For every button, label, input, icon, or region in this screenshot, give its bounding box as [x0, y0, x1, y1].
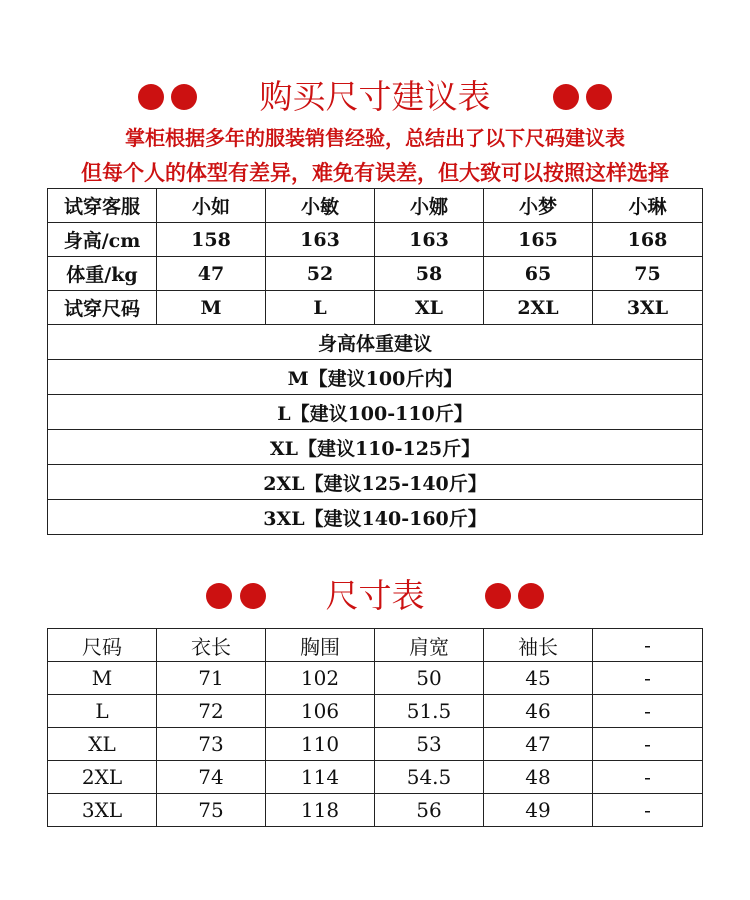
column-header: 肩宽 — [375, 629, 484, 662]
table-row — [48, 500, 703, 535]
table-row — [48, 728, 703, 761]
table-cell: 46 — [484, 695, 593, 728]
table-cell: - — [593, 662, 703, 695]
table-cell: 49 — [484, 794, 593, 827]
model-name: 小如 — [157, 189, 266, 223]
table-row — [48, 360, 703, 395]
table-cell: 56 — [375, 794, 484, 827]
table-row — [48, 223, 703, 257]
size-chart-table — [47, 628, 703, 827]
model-name: 小梦 — [484, 189, 593, 223]
table-cell: XL — [48, 728, 157, 761]
size-cell: 3XL — [593, 291, 703, 325]
table-cell: 102 — [266, 662, 375, 695]
recommendation-cell: 3XL【建议140-160斤】 — [48, 500, 703, 535]
red-dot-icon — [586, 84, 612, 110]
table-cell: 72 — [157, 695, 266, 728]
table-cell: 71 — [157, 662, 266, 695]
height-cell: 158 — [157, 223, 266, 257]
row-header: 试穿尺码 — [48, 291, 157, 325]
height-cell: 165 — [484, 223, 593, 257]
column-header: 尺码 — [48, 629, 157, 662]
model-name: 小琳 — [593, 189, 703, 223]
table-cell: 75 — [157, 794, 266, 827]
height-cell: 163 — [266, 223, 375, 257]
size-cell: XL — [375, 291, 484, 325]
weight-cell: 58 — [375, 257, 484, 291]
size-chart-heading — [0, 571, 750, 621]
table-row — [48, 257, 703, 291]
fit-recommendation-table — [47, 188, 703, 535]
table-cell: 110 — [266, 728, 375, 761]
table-row — [48, 291, 703, 325]
table-header-row — [48, 629, 703, 662]
recommendation-cell: 2XL【建议125-140斤】 — [48, 465, 703, 500]
row-header: 身高/cm — [48, 223, 157, 257]
table-cell: - — [593, 728, 703, 761]
table-cell: 54.5 — [375, 761, 484, 794]
table-cell: 47 — [484, 728, 593, 761]
model-name: 小娜 — [375, 189, 484, 223]
table-cell: 3XL — [48, 794, 157, 827]
recommendation-cell: L【建议100-110斤】 — [48, 395, 703, 430]
table-row — [48, 325, 703, 360]
height-cell: 163 — [375, 223, 484, 257]
size-cell: L — [266, 291, 375, 325]
table-cell: 106 — [266, 695, 375, 728]
table-row — [48, 794, 703, 827]
weight-cell: 52 — [266, 257, 375, 291]
table-cell: 74 — [157, 761, 266, 794]
intro-line-2: 但每个人的体型有差异，难免有误差，但大致可以按照这样选择 — [81, 160, 669, 185]
table-row — [48, 430, 703, 465]
column-header: 袖长 — [484, 629, 593, 662]
column-header: 衣长 — [157, 629, 266, 662]
table-row — [48, 662, 703, 695]
table-cell: - — [593, 695, 703, 728]
table-row — [48, 695, 703, 728]
recommend-title: 身高体重建议 — [48, 325, 703, 360]
table-cell: - — [593, 794, 703, 827]
table-cell: 51.5 — [375, 695, 484, 728]
weight-cell: 65 — [484, 257, 593, 291]
section-title: 尺寸表 — [325, 576, 425, 615]
height-cell: 168 — [593, 223, 703, 257]
table-cell: 2XL — [48, 761, 157, 794]
table-row — [48, 189, 703, 223]
red-dot-icon — [485, 583, 511, 609]
model-name: 小敏 — [266, 189, 375, 223]
weight-cell: 75 — [593, 257, 703, 291]
intro-line-1: 掌柜根据多年的服装销售经验，总结出了以下尺码建议表 — [125, 126, 625, 150]
size-cell: M — [157, 291, 266, 325]
red-dot-icon — [553, 84, 579, 110]
table-row — [48, 761, 703, 794]
red-dot-icon — [518, 583, 544, 609]
table-row — [48, 395, 703, 430]
table-cell: 50 — [375, 662, 484, 695]
table-row — [48, 465, 703, 500]
table-cell: 53 — [375, 728, 484, 761]
size-suggestion-heading — [0, 72, 750, 122]
weight-cell: 47 — [157, 257, 266, 291]
table-cell: M — [48, 662, 157, 695]
table-cell: 118 — [266, 794, 375, 827]
column-header: - — [593, 629, 703, 662]
column-header: 胸围 — [266, 629, 375, 662]
table-cell: 48 — [484, 761, 593, 794]
table-cell: - — [593, 761, 703, 794]
table-cell: 73 — [157, 728, 266, 761]
table-cell: 45 — [484, 662, 593, 695]
row-header: 体重/kg — [48, 257, 157, 291]
table-cell: L — [48, 695, 157, 728]
size-cell: 2XL — [484, 291, 593, 325]
row-header: 试穿客服 — [48, 189, 157, 223]
recommendation-cell: M【建议100斤内】 — [48, 360, 703, 395]
section-title: 购买尺寸建议表 — [259, 77, 491, 116]
table-cell: 114 — [266, 761, 375, 794]
recommendation-cell: XL【建议110-125斤】 — [48, 430, 703, 465]
